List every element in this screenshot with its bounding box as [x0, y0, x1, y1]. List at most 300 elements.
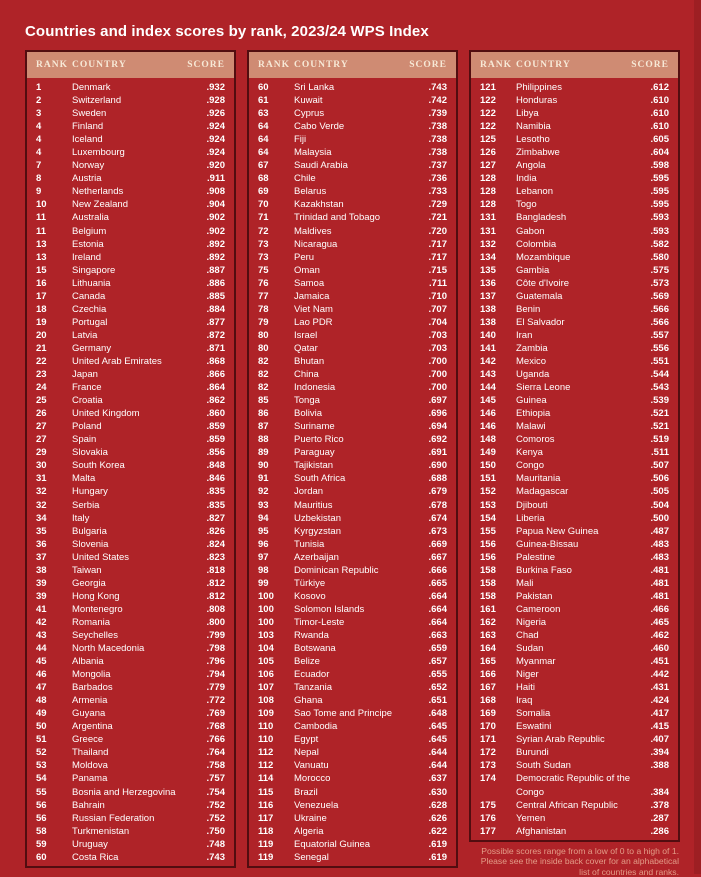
country-cell: Sao Tome and Principe — [294, 708, 393, 720]
score-cell: .394 — [650, 747, 669, 759]
country-cell: Croatia — [72, 395, 103, 407]
score-cell: .648 — [428, 708, 447, 720]
score-cell: .678 — [428, 499, 447, 511]
country-cell: Yemen — [516, 812, 546, 824]
rank-cell: 152 — [480, 486, 496, 498]
rank-cell: 131 — [480, 225, 496, 237]
table-row — [249, 616, 456, 629]
table-row — [249, 185, 456, 198]
score-table-1 — [25, 50, 236, 868]
table-row — [249, 694, 456, 707]
table-row — [27, 433, 234, 446]
table-row — [249, 668, 456, 681]
country-cell: United States — [72, 551, 130, 563]
table-row — [471, 355, 678, 368]
country-cell: Namibia — [516, 121, 551, 133]
rank-cell: 153 — [480, 499, 496, 511]
country-cell: Djibouti — [516, 499, 548, 511]
rank-cell: 95 — [258, 525, 269, 537]
country-cell: Papua New Guinea — [516, 525, 599, 537]
rank-cell: 148 — [480, 434, 496, 446]
score-cell: .764 — [206, 747, 225, 759]
footnote-line: list of countries and ranks. — [579, 866, 679, 877]
country-cell: Brazil — [294, 786, 318, 798]
rank-cell: 96 — [258, 538, 269, 550]
rank-cell: 112 — [258, 747, 274, 759]
country-cell: Vanuatu — [294, 760, 329, 772]
rank-cell: 106 — [258, 669, 274, 681]
table-row — [27, 590, 234, 603]
rank-cell: 4 — [36, 121, 42, 133]
table-header-row — [27, 52, 234, 78]
header-rank-label: RANK — [36, 60, 68, 70]
rank-cell: 46 — [36, 669, 47, 681]
country-cell: Congo — [516, 460, 544, 472]
rank-cell: 75 — [258, 264, 269, 276]
country-cell: Solomon Islands — [294, 603, 365, 615]
rank-cell: 138 — [480, 303, 496, 315]
table-row — [249, 525, 456, 538]
score-cell: .610 — [650, 95, 669, 107]
table-row — [249, 394, 456, 407]
score-cell: .462 — [650, 629, 669, 641]
table-row — [471, 472, 678, 485]
country-cell: Russian Federation — [72, 812, 155, 824]
rank-cell: 122 — [480, 108, 496, 120]
table-row — [27, 668, 234, 681]
rank-cell: 4 — [36, 134, 42, 146]
score-cell: .644 — [428, 747, 447, 759]
rank-cell: 167 — [480, 682, 496, 694]
score-cell: .652 — [428, 682, 447, 694]
country-cell: Gambia — [516, 264, 550, 276]
rank-cell: 86 — [258, 408, 269, 420]
rank-cell: 26 — [36, 408, 47, 420]
score-cell: .892 — [206, 238, 225, 250]
country-cell: Portugal — [72, 316, 108, 328]
country-cell: Afghanistan — [516, 825, 567, 837]
country-cell: Romania — [72, 616, 111, 628]
rank-cell: 76 — [258, 277, 269, 289]
country-cell: Barbados — [72, 682, 113, 694]
score-cell: .911 — [207, 173, 225, 185]
rank-cell: 155 — [480, 525, 496, 537]
country-cell: Bahrain — [72, 799, 105, 811]
country-cell: Morocco — [294, 773, 331, 785]
country-cell: Senegal — [294, 851, 329, 863]
score-cell: .669 — [428, 538, 447, 550]
score-cell: .466 — [650, 603, 669, 615]
score-cell: .733 — [428, 186, 447, 198]
table-row — [27, 694, 234, 707]
rank-cell: 52 — [36, 747, 47, 759]
score-cell: .665 — [428, 577, 447, 589]
country-cell: Estonia — [72, 238, 104, 250]
rank-cell: 128 — [480, 199, 496, 211]
country-cell: Trinidad and Tobago — [294, 212, 381, 224]
score-cell: .544 — [650, 369, 669, 381]
table-row — [27, 172, 234, 185]
country-cell: Sweden — [72, 108, 107, 120]
rank-cell: 27 — [36, 434, 47, 446]
score-cell: .664 — [428, 603, 447, 615]
table-row — [27, 394, 234, 407]
table-row — [27, 120, 234, 133]
table-row — [27, 211, 234, 224]
country-cell: Albania — [72, 656, 104, 668]
country-cell: Tanzania — [294, 682, 333, 694]
rank-cell: 63 — [258, 108, 269, 120]
table-row — [27, 459, 234, 472]
table-row — [471, 642, 678, 655]
score-cell: .800 — [206, 616, 225, 628]
table-row — [471, 707, 678, 720]
table-row — [249, 733, 456, 746]
rank-cell: 158 — [480, 577, 496, 589]
table-row — [27, 707, 234, 720]
table-row — [249, 538, 456, 551]
table-row — [249, 407, 456, 420]
table-row — [471, 577, 678, 590]
score-cell: .573 — [650, 277, 669, 289]
table-row — [249, 277, 456, 290]
country-cell: Bosnia and Herzegovina — [72, 786, 176, 798]
table-row — [471, 277, 678, 290]
score-cell: .812 — [206, 590, 225, 602]
country-cell: Comoros — [516, 434, 555, 446]
table-row — [471, 394, 678, 407]
country-cell: Jordan — [294, 486, 324, 498]
table-row — [27, 733, 234, 746]
score-cell: .688 — [428, 473, 447, 485]
header-rank-label: RANK — [480, 60, 512, 70]
table-row — [471, 564, 678, 577]
country-cell: Nigeria — [516, 616, 547, 628]
score-cell: .465 — [650, 616, 669, 628]
rank-cell: 25 — [36, 395, 47, 407]
table-row — [249, 81, 456, 94]
country-cell: Moldova — [72, 760, 108, 772]
rank-cell: 163 — [480, 629, 496, 641]
table-row — [471, 198, 678, 211]
table-row — [471, 525, 678, 538]
table-row — [249, 120, 456, 133]
score-cell: .673 — [428, 525, 447, 537]
score-cell: .769 — [206, 708, 225, 720]
table-row — [27, 616, 234, 629]
rank-cell: 158 — [480, 564, 496, 576]
country-cell: Mali — [516, 577, 534, 589]
country-cell: Botswana — [294, 643, 336, 655]
score-cell: .707 — [428, 303, 447, 315]
table-row — [27, 368, 234, 381]
score-cell: .742 — [428, 95, 447, 107]
score-cell: .808 — [206, 603, 225, 615]
rank-cell: 82 — [258, 382, 269, 394]
rank-cell: 103 — [258, 629, 274, 641]
table-row — [471, 694, 678, 707]
score-cell: .928 — [206, 95, 225, 107]
score-cell: .664 — [428, 616, 447, 628]
table-row — [249, 381, 456, 394]
rank-cell: 100 — [258, 616, 274, 628]
score-cell: .794 — [206, 669, 225, 681]
rank-cell: 136 — [480, 277, 496, 289]
score-cell: .866 — [206, 369, 225, 381]
table-row — [27, 264, 234, 277]
score-cell: .846 — [206, 473, 225, 485]
rank-cell: 121 — [480, 82, 496, 93]
table-row — [27, 355, 234, 368]
rank-cell: 93 — [258, 499, 269, 511]
score-cell: .580 — [650, 251, 669, 263]
table-row — [249, 368, 456, 381]
table-row — [249, 329, 456, 342]
score-cell: .657 — [428, 656, 447, 668]
rank-cell: 43 — [36, 629, 47, 641]
table-row — [471, 459, 678, 472]
country-cell: Italy — [72, 512, 90, 524]
rank-cell: 67 — [258, 160, 269, 172]
score-cell: .628 — [428, 799, 447, 811]
score-cell: .736 — [428, 173, 447, 185]
table-row — [471, 616, 678, 629]
score-cell: .667 — [428, 551, 447, 563]
table-row — [249, 225, 456, 238]
country-cell: Bulgaria — [72, 525, 107, 537]
rank-cell: 71 — [258, 212, 269, 224]
header-score-label: SCORE — [187, 60, 225, 70]
rank-cell: 54 — [36, 773, 47, 785]
table-row — [27, 786, 234, 799]
score-cell: .605 — [650, 134, 669, 146]
table-row — [27, 799, 234, 812]
table-row — [471, 368, 678, 381]
score-cell: .644 — [428, 760, 447, 772]
score-cell: .739 — [428, 108, 447, 120]
rank-cell: 145 — [480, 395, 496, 407]
rank-cell: 164 — [480, 643, 496, 655]
tables-container — [25, 50, 680, 868]
rank-cell: 91 — [258, 473, 269, 485]
rank-cell: 18 — [36, 303, 47, 315]
table-row — [471, 133, 678, 146]
table-row — [27, 838, 234, 851]
table-row — [27, 720, 234, 733]
rank-cell: 78 — [258, 303, 269, 315]
score-cell: .750 — [206, 825, 225, 837]
score-cell: .659 — [428, 643, 447, 655]
table-row — [471, 316, 678, 329]
rank-cell: 85 — [258, 395, 269, 407]
score-cell: .884 — [206, 303, 225, 315]
score-cell: .920 — [206, 160, 225, 172]
country-cell: Madagascar — [516, 486, 569, 498]
score-cell: .692 — [428, 434, 447, 446]
country-cell: Ghana — [294, 695, 323, 707]
score-cell: .864 — [206, 382, 225, 394]
table-row — [471, 329, 678, 342]
rank-cell: 141 — [480, 342, 496, 354]
country-cell: Rwanda — [294, 629, 329, 641]
country-cell: Nicaragua — [294, 238, 338, 250]
rank-cell: 140 — [480, 329, 496, 341]
country-cell: Tunisia — [294, 538, 325, 550]
score-cell: .551 — [650, 355, 669, 367]
header-score-label: SCORE — [409, 60, 447, 70]
country-cell: Lao PDR — [294, 316, 333, 328]
country-cell: Bhutan — [294, 355, 325, 367]
score-cell: .691 — [428, 447, 447, 459]
score-table-3 — [469, 50, 680, 842]
country-cell: Tajikistan — [294, 460, 334, 472]
rank-cell: 21 — [36, 342, 47, 354]
rank-cell: 55 — [36, 786, 47, 798]
country-cell: Chad — [516, 629, 539, 641]
table-row — [471, 590, 678, 603]
table-row — [27, 759, 234, 772]
rank-cell: 34 — [36, 512, 47, 524]
score-cell: .904 — [206, 199, 225, 211]
table-row — [471, 225, 678, 238]
table-row — [471, 681, 678, 694]
country-cell: Burundi — [516, 747, 549, 759]
table-row — [249, 459, 456, 472]
table-row — [249, 198, 456, 211]
score-cell: .696 — [428, 408, 447, 420]
score-cell: .737 — [428, 160, 447, 172]
table-row — [249, 107, 456, 120]
table-row — [27, 225, 234, 238]
score-cell: .663 — [428, 629, 447, 641]
table-row — [471, 746, 678, 759]
table-row — [249, 720, 456, 733]
score-cell: .610 — [650, 121, 669, 133]
score-cell: .506 — [650, 473, 669, 485]
country-cell: Tonga — [294, 395, 320, 407]
table-row — [27, 746, 234, 759]
score-cell: .697 — [428, 395, 447, 407]
country-cell: Mongolia — [72, 669, 111, 681]
table-row — [27, 525, 234, 538]
rank-cell: 9 — [36, 186, 42, 198]
rank-cell: 8 — [36, 173, 42, 185]
table-row — [471, 668, 678, 681]
score-cell: .595 — [650, 199, 669, 211]
rank-cell: 144 — [480, 382, 496, 394]
score-cell: .626 — [428, 812, 447, 824]
table-row — [471, 185, 678, 198]
score-cell: .415 — [650, 721, 669, 733]
rank-cell: 73 — [258, 238, 269, 250]
country-cell: Georgia — [72, 577, 106, 589]
score-cell: .717 — [428, 251, 447, 263]
rank-cell: 45 — [36, 656, 47, 668]
rank-cell: 39 — [36, 590, 47, 602]
score-cell: .902 — [206, 225, 225, 237]
table-row — [27, 303, 234, 316]
table-row — [249, 512, 456, 525]
rank-cell: 59 — [36, 838, 47, 850]
rank-cell: 15 — [36, 264, 47, 276]
rank-cell: 19 — [36, 316, 47, 328]
table-row — [249, 681, 456, 694]
score-cell: .704 — [428, 316, 447, 328]
score-cell: .690 — [428, 460, 447, 472]
rank-cell: 1 — [36, 82, 42, 93]
rank-cell: 171 — [480, 734, 496, 746]
country-cell: Belarus — [294, 186, 327, 198]
table-row — [27, 603, 234, 616]
rank-cell: 146 — [480, 408, 496, 420]
rank-cell: 119 — [258, 838, 274, 850]
table-row — [471, 799, 678, 812]
table-row — [249, 499, 456, 512]
score-cell: .679 — [428, 486, 447, 498]
country-cell: Australia — [72, 212, 109, 224]
table-row — [249, 303, 456, 316]
table-row — [249, 772, 456, 785]
table-row — [249, 603, 456, 616]
score-cell: .645 — [428, 721, 447, 733]
score-cell: .796 — [206, 656, 225, 668]
country-cell: Maldives — [294, 225, 332, 237]
rank-cell: 127 — [480, 160, 496, 172]
score-cell: .860 — [206, 408, 225, 420]
country-cell: Fiji — [294, 134, 307, 146]
country-cell: Ethiopia — [516, 408, 551, 420]
country-cell: Ukraine — [294, 812, 327, 824]
rank-cell: 116 — [258, 799, 274, 811]
score-cell: .511 — [651, 447, 669, 459]
score-cell: .823 — [206, 551, 225, 563]
rank-cell: 80 — [258, 342, 269, 354]
score-cell: .812 — [206, 577, 225, 589]
table-row — [249, 786, 456, 799]
rank-cell: 89 — [258, 447, 269, 459]
table-row — [27, 381, 234, 394]
table-row — [249, 211, 456, 224]
rank-cell: 165 — [480, 656, 496, 668]
rank-cell: 97 — [258, 551, 269, 563]
score-cell: .519 — [650, 434, 669, 446]
score-cell: .835 — [206, 499, 225, 511]
score-cell: .872 — [206, 329, 225, 341]
country-cell: Qatar — [294, 342, 318, 354]
table-row — [27, 655, 234, 668]
footnote-line: Please see the inside back cover for an alphabetical — [480, 856, 679, 867]
country-cell: Germany — [72, 342, 112, 354]
country-cell: Ecuador — [294, 669, 330, 681]
country-cell: Azerbaijan — [294, 551, 339, 563]
rank-cell: 3 — [36, 108, 42, 120]
rank-cell: 99 — [258, 577, 269, 589]
rank-cell: 122 — [480, 95, 496, 107]
table-row — [27, 107, 234, 120]
score-cell: .388 — [650, 760, 669, 772]
rank-cell: 119 — [258, 851, 274, 863]
score-cell: .610 — [650, 108, 669, 120]
table-row — [471, 433, 678, 446]
country-cell: Sudan — [516, 643, 544, 655]
country-cell: Malaysia — [294, 147, 332, 159]
table-row — [249, 746, 456, 759]
rank-cell: 73 — [258, 251, 269, 263]
table-row — [471, 381, 678, 394]
score-cell: .483 — [650, 551, 669, 563]
rank-cell: 151 — [480, 473, 496, 485]
table-row — [471, 720, 678, 733]
